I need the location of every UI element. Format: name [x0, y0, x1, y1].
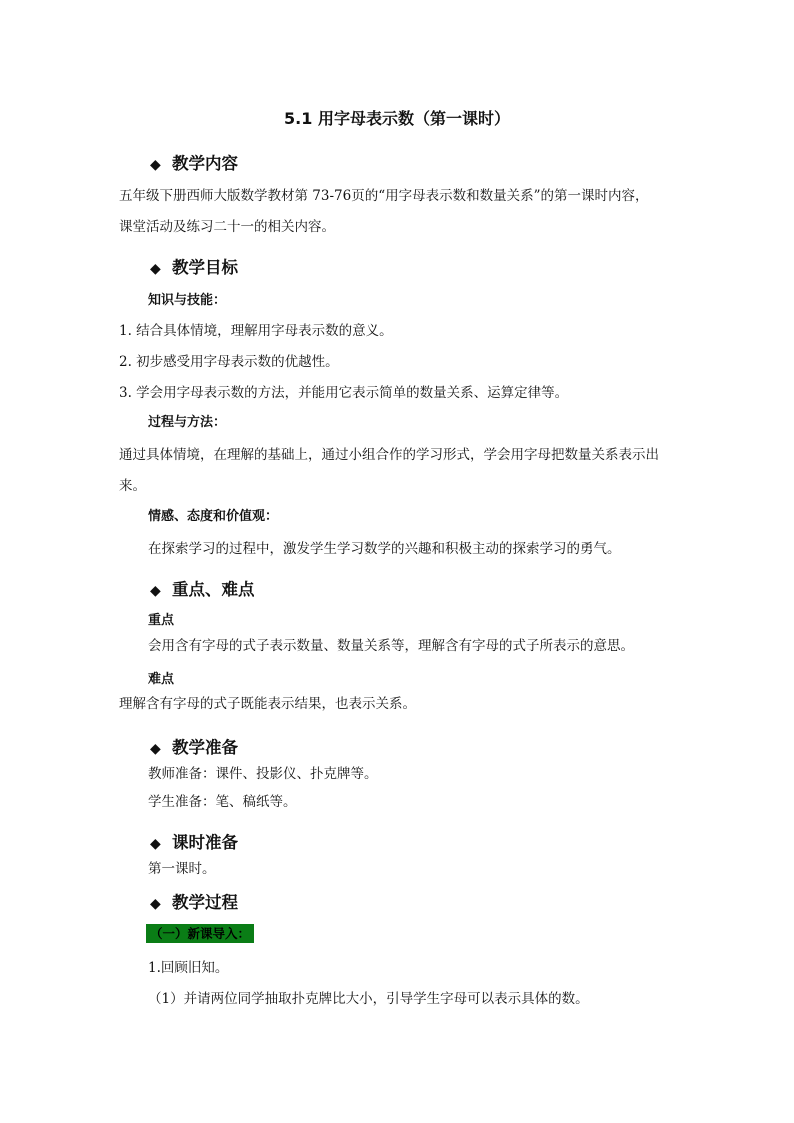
diamond-bullet-icon: ◆ [150, 896, 161, 912]
process-paragraph-line2: 来。 [119, 478, 146, 494]
difficult-point-paragraph: 理解含有字母的式子既能表示结果，也表示关系。 [119, 696, 416, 712]
heading-preparation [150, 734, 238, 758]
key-point-label: 重点 [148, 613, 175, 628]
heading-preparation-label: 教学准备 [172, 738, 238, 757]
heading-period [150, 829, 238, 853]
heading-content-label: 教学内容 [172, 154, 238, 173]
heading-process [150, 889, 238, 913]
heading-content [150, 150, 238, 174]
goal-item-3: 3. 学会用字母表示数的方法，并能用它表示简单的数量关系、运算定律等。 [119, 385, 569, 401]
process-method-label: 过程与方法： [148, 415, 227, 430]
heading-key-difficult-label: 重点、难点 [172, 580, 255, 599]
diamond-bullet-icon: ◆ [150, 583, 161, 599]
document-title: 5.1 用字母表示数（第一课时） [284, 109, 510, 128]
emotion-paragraph: 在探索学习的过程中，激发学生学习数学的兴趣和积极主动的探索学习的勇气。 [148, 541, 621, 557]
period-paragraph: 第一课时。 [148, 861, 216, 877]
emotion-attitude-label: 情感、态度和价值观： [148, 509, 279, 524]
step-1: 1.回顾旧知。 [148, 960, 229, 976]
process-paragraph-line1: 通过具体情境，在理解的基础上，通过小组合作的学习形式，学会用字母把数量关系表示出 [119, 447, 659, 463]
student-preparation: 学生准备：笔、稿纸等。 [148, 794, 297, 810]
step-1-1: （1）并请两位同学抽取扑克牌比大小，引导学生字母可以表示具体的数。 [148, 991, 589, 1007]
heading-goals [150, 254, 238, 278]
diamond-bullet-icon: ◆ [150, 836, 161, 852]
key-point-paragraph: 会用含有字母的式子表示数量、数量关系等，理解含有字母的式子所表示的意思。 [148, 638, 634, 654]
content-paragraph-line2: 课堂活动及练习二十一的相关内容。 [119, 219, 335, 235]
diamond-bullet-icon: ◆ [150, 741, 161, 757]
goal-item-1: 1. 结合具体情境，理解用字母表示数的意义。 [119, 323, 393, 339]
diamond-bullet-icon: ◆ [150, 261, 161, 277]
section-new-lesson-highlight: （一）新课导入： [146, 924, 254, 943]
difficult-point-label: 难点 [148, 672, 175, 687]
heading-process-label: 教学过程 [172, 893, 238, 912]
knowledge-skills-label: 知识与技能： [148, 293, 227, 308]
heading-goals-label: 教学目标 [172, 258, 238, 277]
teacher-preparation: 教师准备：课件、投影仪、扑克牌等。 [148, 766, 378, 782]
heading-key-difficult [150, 576, 255, 600]
diamond-bullet-icon: ◆ [150, 157, 161, 173]
goal-item-2: 2. 初步感受用字母表示数的优越性。 [119, 354, 339, 370]
content-paragraph-line1: 五年级下册西师大版数学教材第 73-76页的“用字母表示数和数量关系”的第一课时内容， [119, 188, 649, 204]
heading-period-label: 课时准备 [172, 833, 238, 852]
